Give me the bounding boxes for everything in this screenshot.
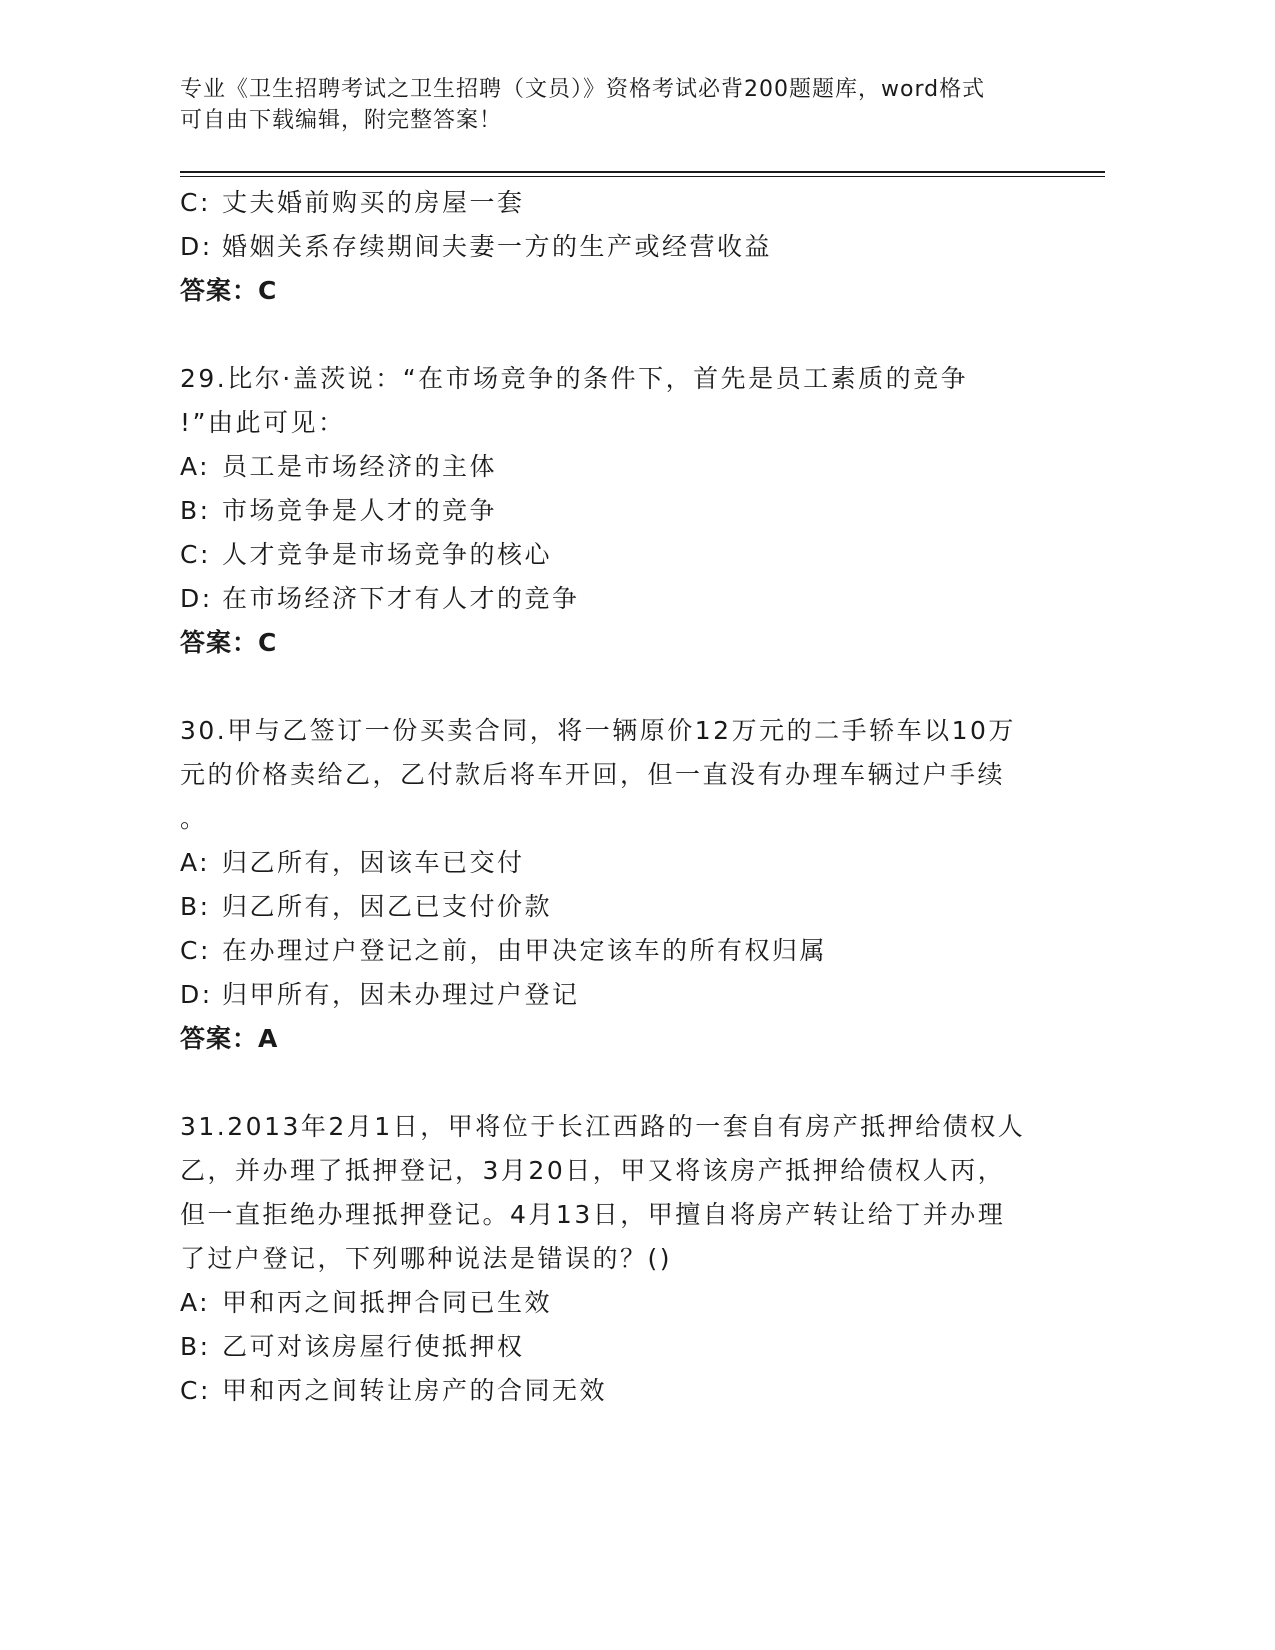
option-item <box>180 577 1080 621</box>
answer-line: 答案：C <box>180 628 278 657</box>
option-letter: D: <box>180 232 213 261</box>
option-text: 在市场经济下才有人才的竞争 <box>222 584 580 613</box>
question-block <box>180 709 1080 1061</box>
question-block <box>180 357 1080 665</box>
option-letter: C: <box>180 188 211 217</box>
option-text: 乙可对该房屋行使抵押权 <box>222 1332 525 1361</box>
option-item <box>180 841 1080 885</box>
question-text-line: !”由此可见： <box>180 408 346 437</box>
option-text: 员工是市场经济的主体 <box>222 452 498 481</box>
document-header <box>180 74 1060 136</box>
answer-line: 答案：A <box>180 1024 279 1053</box>
option-letter: D: <box>180 584 213 613</box>
option-letter: A: <box>180 452 211 481</box>
header-rule-thick <box>180 171 1105 173</box>
option-letter: C: <box>180 936 211 965</box>
question-text-line: 但一直拒绝办理抵押登记。4月13日，甲擅自将房产转让给丁并办理 <box>180 1200 1006 1229</box>
option-letter: D: <box>180 980 213 1009</box>
question-text-line: 乙，并办理了抵押登记，3月20日，甲又将该房产抵押给债权人丙， <box>180 1156 1006 1185</box>
question-block <box>180 181 1080 313</box>
option-text: 归乙所有，因该车已交付 <box>222 848 525 877</box>
option-item <box>180 1325 1080 1369</box>
option-item <box>180 973 1080 1017</box>
spacer <box>180 665 1080 709</box>
option-text: 在办理过户登记之前，由甲决定该车的所有权归属 <box>222 936 828 965</box>
option-text: 丈夫婚前购买的房屋一套 <box>222 188 525 217</box>
option-item <box>180 445 1080 489</box>
option-text: 甲和丙之间转让房产的合同无效 <box>222 1376 608 1405</box>
option-letter: C: <box>180 1376 211 1405</box>
option-item <box>180 181 1080 225</box>
option-letter: B: <box>180 1332 211 1361</box>
option-letter: A: <box>180 848 211 877</box>
question-text-line: 。 <box>180 804 208 833</box>
question-list <box>180 181 1080 1413</box>
option-letter: C: <box>180 540 211 569</box>
answer-line: 答案：C <box>180 276 278 305</box>
header-title-line-1: 专业《卫生招聘考试之卫生招聘（文员）》资格考试必背200题题库，word格式 <box>180 77 986 102</box>
question-text-line: 元的价格卖给乙，乙付款后将车开回，但一直没有办理车辆过户手续 <box>180 760 1006 789</box>
option-item <box>180 1281 1080 1325</box>
option-item <box>180 489 1080 533</box>
option-text: 婚姻关系存续期间夫妻一方的生产或经营收益 <box>222 232 773 261</box>
question-text-line: 31.2013年2月1日，甲将位于长江西路的一套自有房产抵押给债权人 <box>180 1112 1026 1141</box>
option-text: 市场竞争是人才的竞争 <box>222 496 498 525</box>
question-block <box>180 1105 1080 1413</box>
option-item <box>180 929 1080 973</box>
question-text-line: 了过户登记，下列哪种说法是错误的？() <box>180 1244 673 1273</box>
option-letter: A: <box>180 1288 211 1317</box>
option-item <box>180 225 1080 269</box>
option-item <box>180 533 1080 577</box>
question-text-line: 29.比尔·盖茨说：“在市场竞争的条件下，首先是员工素质的竞争 <box>180 364 969 393</box>
option-letter: B: <box>180 892 211 921</box>
spacer <box>180 313 1080 357</box>
option-item <box>180 1369 1080 1413</box>
header-rule-thin <box>180 176 1105 177</box>
option-letter: B: <box>180 496 211 525</box>
header-title-line-2: 可自由下载编辑，附完整答案！ <box>180 108 503 133</box>
question-text-line: 30.甲与乙签订一份买卖合同，将一辆原价12万元的二手轿车以10万 <box>180 716 1016 745</box>
option-text: 归乙所有，因乙已支付价款 <box>222 892 553 921</box>
spacer <box>180 1061 1080 1105</box>
option-text: 甲和丙之间抵押合同已生效 <box>222 1288 553 1317</box>
option-text: 人才竞争是市场竞争的核心 <box>222 540 553 569</box>
option-text: 归甲所有，因未办理过户登记 <box>222 980 580 1009</box>
option-item <box>180 885 1080 929</box>
